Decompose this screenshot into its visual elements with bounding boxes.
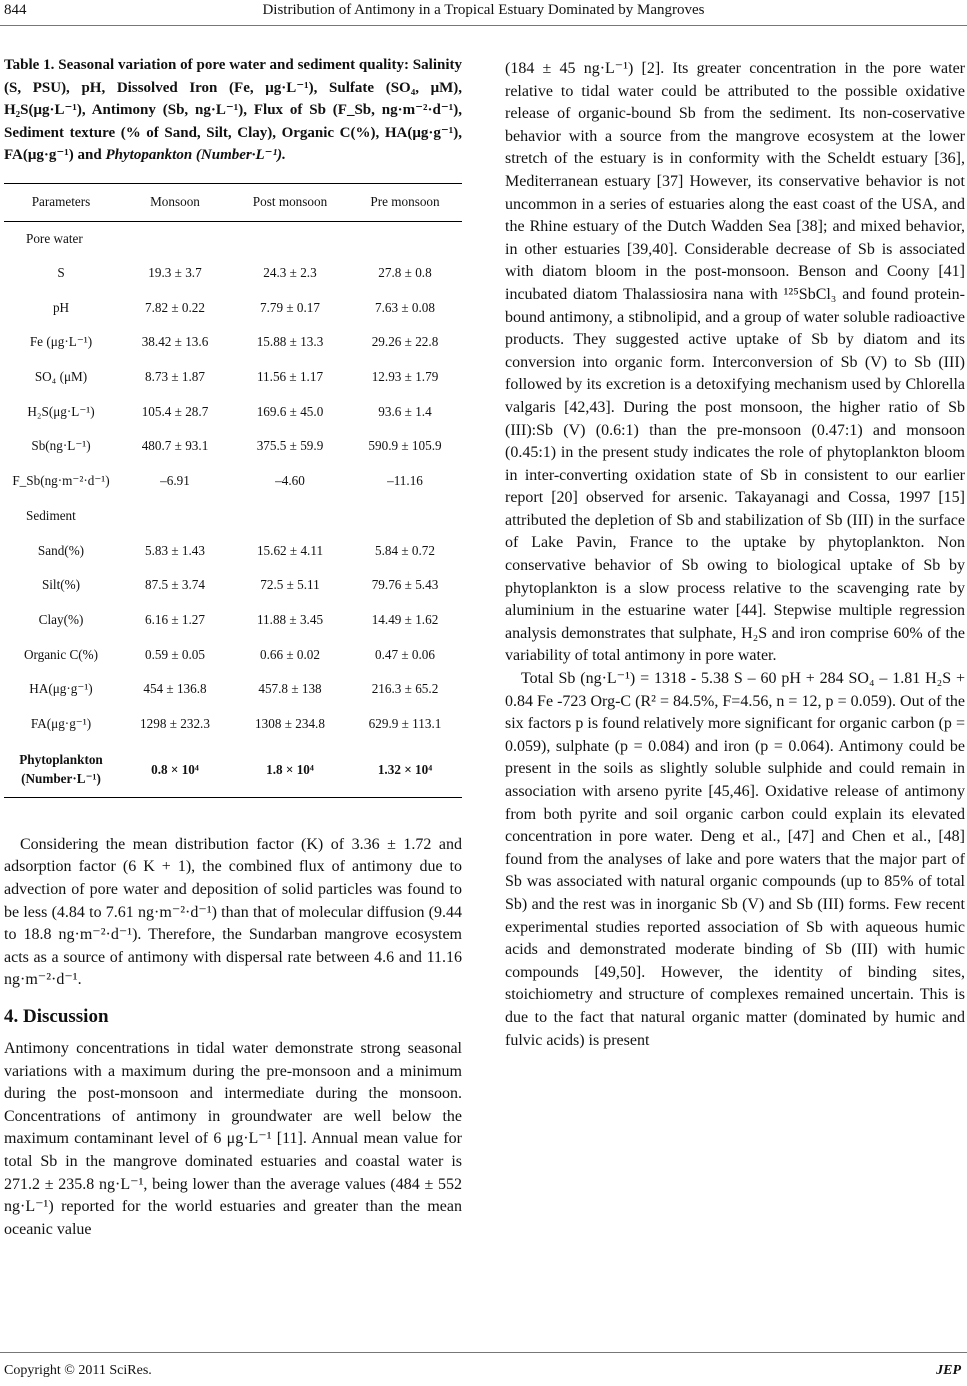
table-header-row xyxy=(4,183,462,221)
table-row xyxy=(4,394,462,429)
discussion-heading: 4. Discussion xyxy=(4,1005,109,1027)
right-paragraph-1: (184 ± 45 ng·L⁻¹) [2]. Its greater concentration in the pore water relative to tidal water could be attributed to the possible oxidative release of organic-bound Sb from the sediment. Its non-coservative behavior with a source from the mangrove ecosystem at the lower stretch of the estuary is in conformity with the Scheldt estuary [36], Mediterranean estuary [37] However, its conservative behavior is not uncommon in a series of estuaries along the east coast of the USA, and the Rhine estuary of the Dutch Wadden Sea [38]; and mixed behavior, in other estuaries [39,40]. Considerable decrease of Sb is associated with diatom bloom in the post-monsoon. Benson and Coony [41] incubated diatom Thalassiosira nana with ¹²⁵SbCl₃ and found protein-bound antimony, a stibnolipid, and a group of water soluble radioactive products. They suggested active uptake of Sb by diatom and its conversion into organic form. Interconversion of Sb (V) to Sb (III) followed by its excretion is a detoxifying mechanism used by Chlorella valgaris [42,43]. During the post monsoon, the higher ratio of Sb (III):Sb (V) (0.6:1) than the pre-monsoon (0.47:1) and monsoon (0.45:1) in the present study indicates the role of phytoplankton bloom in inter-converting oxidation state of Sb in consistent to our earlier report [20] observed for arsenic. Takayanagi and Cossa, 1997 [15] attributed the depletion of Sb and stabilization of Sb (III) in the surface of Lake Pavin, France to the uptake by phytoplankton. Non conservative behavior of Sb owing to biological uptake of Sb by phytoplankton is a slow process relative to the scavenging rate by aluminium in the estuarine water [44]. Stepwise multiple regression analysis demonstrates that sulphate, H₂S and iron comprise 60% of the variability of total antimony in pore water. xyxy=(505,60,965,665)
value-cell: 11.88 ± 3.45 xyxy=(256,611,324,627)
value-cell: 480.7 ± 93.1 xyxy=(141,438,209,454)
copyright: Copyright © 2011 SciRes. xyxy=(4,1363,152,1378)
journal-abbrev: JEP xyxy=(936,1363,961,1378)
parameter-cell: F_Sb(ng·m⁻²·d⁻¹) xyxy=(12,473,110,489)
table-row xyxy=(4,533,462,568)
table-row xyxy=(4,603,462,638)
footer-rule xyxy=(0,1352,967,1353)
column-header: Parameters xyxy=(4,183,118,221)
value-cell: 0.8 × 10⁴ xyxy=(118,741,232,797)
table-row xyxy=(4,429,462,464)
table-row-phytoplankton xyxy=(4,741,462,797)
value-cell: 629.9 ± 113.1 xyxy=(368,715,442,731)
column-header: Monsoon xyxy=(118,183,232,221)
value-cell: 1.8 × 10⁴ xyxy=(232,741,348,797)
section-label: Pore water xyxy=(26,230,83,246)
value-cell: 11.56 ± 1.17 xyxy=(256,369,324,385)
value-cell: 0.47 ± 0.06 xyxy=(375,646,435,662)
value-cell: 7.79 ± 0.17 xyxy=(260,299,320,315)
parameter-cell: Fe (μg·L⁻¹) xyxy=(29,334,93,350)
value-cell: 93.6 ± 1.4 xyxy=(378,403,432,419)
parameter-cell: SO₄ (μM) xyxy=(34,369,88,385)
table-row xyxy=(4,325,462,360)
table-row xyxy=(4,707,462,742)
value-cell: 87.5 ± 3.74 xyxy=(145,577,205,593)
parameter-cell: HA(μg·g⁻¹) xyxy=(29,681,93,697)
section-row-pore-water xyxy=(4,221,462,256)
page-number: 844 xyxy=(4,2,27,18)
value-cell: 15.62 ± 4.11 xyxy=(256,542,324,558)
value-cell: 19.3 ± 3.7 xyxy=(148,265,202,281)
parameter-cell: pH xyxy=(52,299,70,315)
value-cell: 14.49 ± 1.62 xyxy=(371,611,439,627)
right-column xyxy=(505,58,965,1052)
value-cell: 169.6 ± 45.0 xyxy=(256,403,324,419)
running-title: Distribution of Antimony in a Tropical Estuary Dominated by Mangroves xyxy=(262,2,705,18)
table-caption-italic: Phytopankton (Number·L⁻¹). xyxy=(105,147,286,163)
discussion-paragraph: Antimony concentrations in tidal water demonstrate strong seasonal variations with a maximum during the pre-monsoon and a minimum during the post-monsoon and intermediate during the monsoon. Concentrations of antimony in groundwater are well below the maximum contaminant level of 6 μg·L⁻¹ [11]. Annual mean value for total Sb in the mangrove dominated estuaries and coastal water is 271.2 ± 235.8 ng·L⁻¹, being lower than the average values (484 ± 552 ng·L⁻¹) reported for the world estuaries and greater than the mean oceanic value xyxy=(4,1039,462,1238)
table-row xyxy=(4,637,462,672)
value-cell: 375.5 ± 59.9 xyxy=(256,438,324,454)
column-header: Pre monsoon xyxy=(348,183,462,221)
phyto-label-line1: Phytoplankton xyxy=(19,752,103,768)
table-row xyxy=(4,360,462,395)
value-cell: 1308 ± 234.8 xyxy=(255,715,325,731)
parameter-cell: H₂S(μg·L⁻¹) xyxy=(27,403,95,419)
value-cell: 105.4 ± 28.7 xyxy=(141,403,209,419)
value-cell: 216.3 ± 65.2 xyxy=(371,681,439,697)
column-header: Post monsoon xyxy=(232,183,348,221)
parameter-cell xyxy=(4,741,118,797)
table-row xyxy=(4,672,462,707)
parameter-cell: Organic C(%) xyxy=(23,646,99,662)
header-rule xyxy=(0,25,967,26)
value-cell: 27.8 ± 0.8 xyxy=(378,265,432,281)
value-cell: 79.76 ± 5.43 xyxy=(371,577,439,593)
parameter-cell: Sand(%) xyxy=(37,542,85,558)
value-cell: –4.60 xyxy=(275,473,305,489)
section-row-sediment xyxy=(4,499,462,534)
value-cell: 12.93 ± 1.79 xyxy=(371,369,439,385)
value-cell: 72.5 ± 5.11 xyxy=(260,577,320,593)
right-paragraph-2: Total Sb (ng·L⁻¹) = 1318 - 5.38 S – 60 pH + 284 SO₄ – 1.81 H₂S + 0.84 Fe -723 Org-C (R² = 84.5%, F=4.56, n = 12, p = 0.059). Out of the six factors p is found relatively more significant for organic carbon (p = 0.059), sulphate (p = 0.084) and iron (p = 0.064). Antimony could be present in the soils as slightly soluble sulphide and could remain in association with arseno pyrite [45,46]. Oxidative release of antimony from both pyrite and soil organic carbon could explain its elevated concentration in pore water. Deng et al., [47] and Chen et al., [48] found from the analyses of lake and pore waters that the major part of Sb was associated with natural organic compounds (up to 85% of total Sb) and the rest was in inorganic Sb (V) and Sb (III) forms. Few recent experimental studies reported association of Sb with aqueous humic acids and demonstrated moderate binding of Sb (III) with humic compounds [49,50]. However, the identity of binding sites, stoichiometry and structure of complexes remained uncertain. This is due to the fact that natural organic matter (dominated by humic and fulvic acids) is present xyxy=(505,670,965,1049)
table-caption-lead: Table 1. Seasonal variation of pore water and sediment quality: Salinity (S, PSU), pH, Dissolved Iron (Fe, μg·L⁻¹), Sulfate (SO₄, μM), H₂S(μg·L⁻¹), Antimony (Sb, ng·L⁻¹), Flux of Sb (F_Sb, ng·m⁻²·d⁻¹), Sediment texture (% of Sand, Silt, Clay), Organic C(%), HA(μg·g⁻¹), FA(μg·g⁻¹) and xyxy=(4,57,462,163)
value-cell: 454 ± 136.8 xyxy=(143,681,207,697)
value-cell: 15.88 ± 13.3 xyxy=(256,334,324,350)
table-row xyxy=(4,256,462,291)
value-cell: 24.3 ± 2.3 xyxy=(263,265,317,281)
parameter-cell: FA(μg·g⁻¹) xyxy=(30,715,92,731)
value-cell: 0.66 ± 0.02 xyxy=(260,646,320,662)
section-label: Sediment xyxy=(26,507,76,523)
table-1 xyxy=(4,183,462,798)
value-cell: 1298 ± 232.3 xyxy=(140,715,210,731)
value-cell: 8.73 ± 1.87 xyxy=(145,369,205,385)
value-cell: 6.16 ± 1.27 xyxy=(145,611,205,627)
value-cell: 7.82 ± 0.22 xyxy=(145,299,205,315)
value-cell: 1.32 × 10⁴ xyxy=(348,741,462,797)
value-cell: 7.63 ± 0.08 xyxy=(375,299,435,315)
table-row xyxy=(4,568,462,603)
value-cell: 590.9 ± 105.9 xyxy=(368,438,442,454)
parameter-cell: Clay(%) xyxy=(38,611,84,627)
table-caption xyxy=(4,54,462,167)
left-column xyxy=(4,54,462,1241)
value-cell: 0.59 ± 0.05 xyxy=(145,646,205,662)
parameter-cell: S xyxy=(57,265,65,281)
value-cell: 29.26 ± 22.8 xyxy=(371,334,439,350)
phyto-label-line2: (Number·L⁻¹) xyxy=(21,771,101,787)
table-row xyxy=(4,290,462,325)
value-cell: 457.8 ± 138 xyxy=(258,681,322,697)
value-cell: –11.16 xyxy=(387,473,423,489)
table-row xyxy=(4,464,462,499)
left-paragraph: Considering the mean distribution factor (K) of 3.36 ± 1.72 and adsorption factor (6 K + 1), the combined flux of antimony due to advection of pore water and deposition of solid particles was found to be less (4.84 to 7.61 ng·m⁻²·d⁻¹) than that of molecular diffusion (9.44 to 18.8 ng·m⁻²·d⁻¹). Therefore, the Sundarban mangrove ecosystem acts as a source of antimony with dispersal rate between 4.6 and 11.16 ng·m⁻²·d⁻¹. xyxy=(4,835,462,989)
value-cell: –6.91 xyxy=(160,473,190,489)
parameter-cell: Sb(ng·L⁻¹) xyxy=(31,438,91,454)
parameter-cell: Silt(%) xyxy=(41,577,81,593)
value-cell: 5.84 ± 0.72 xyxy=(375,542,435,558)
value-cell: 38.42 ± 13.6 xyxy=(141,334,209,350)
value-cell: 5.83 ± 1.43 xyxy=(145,542,205,558)
